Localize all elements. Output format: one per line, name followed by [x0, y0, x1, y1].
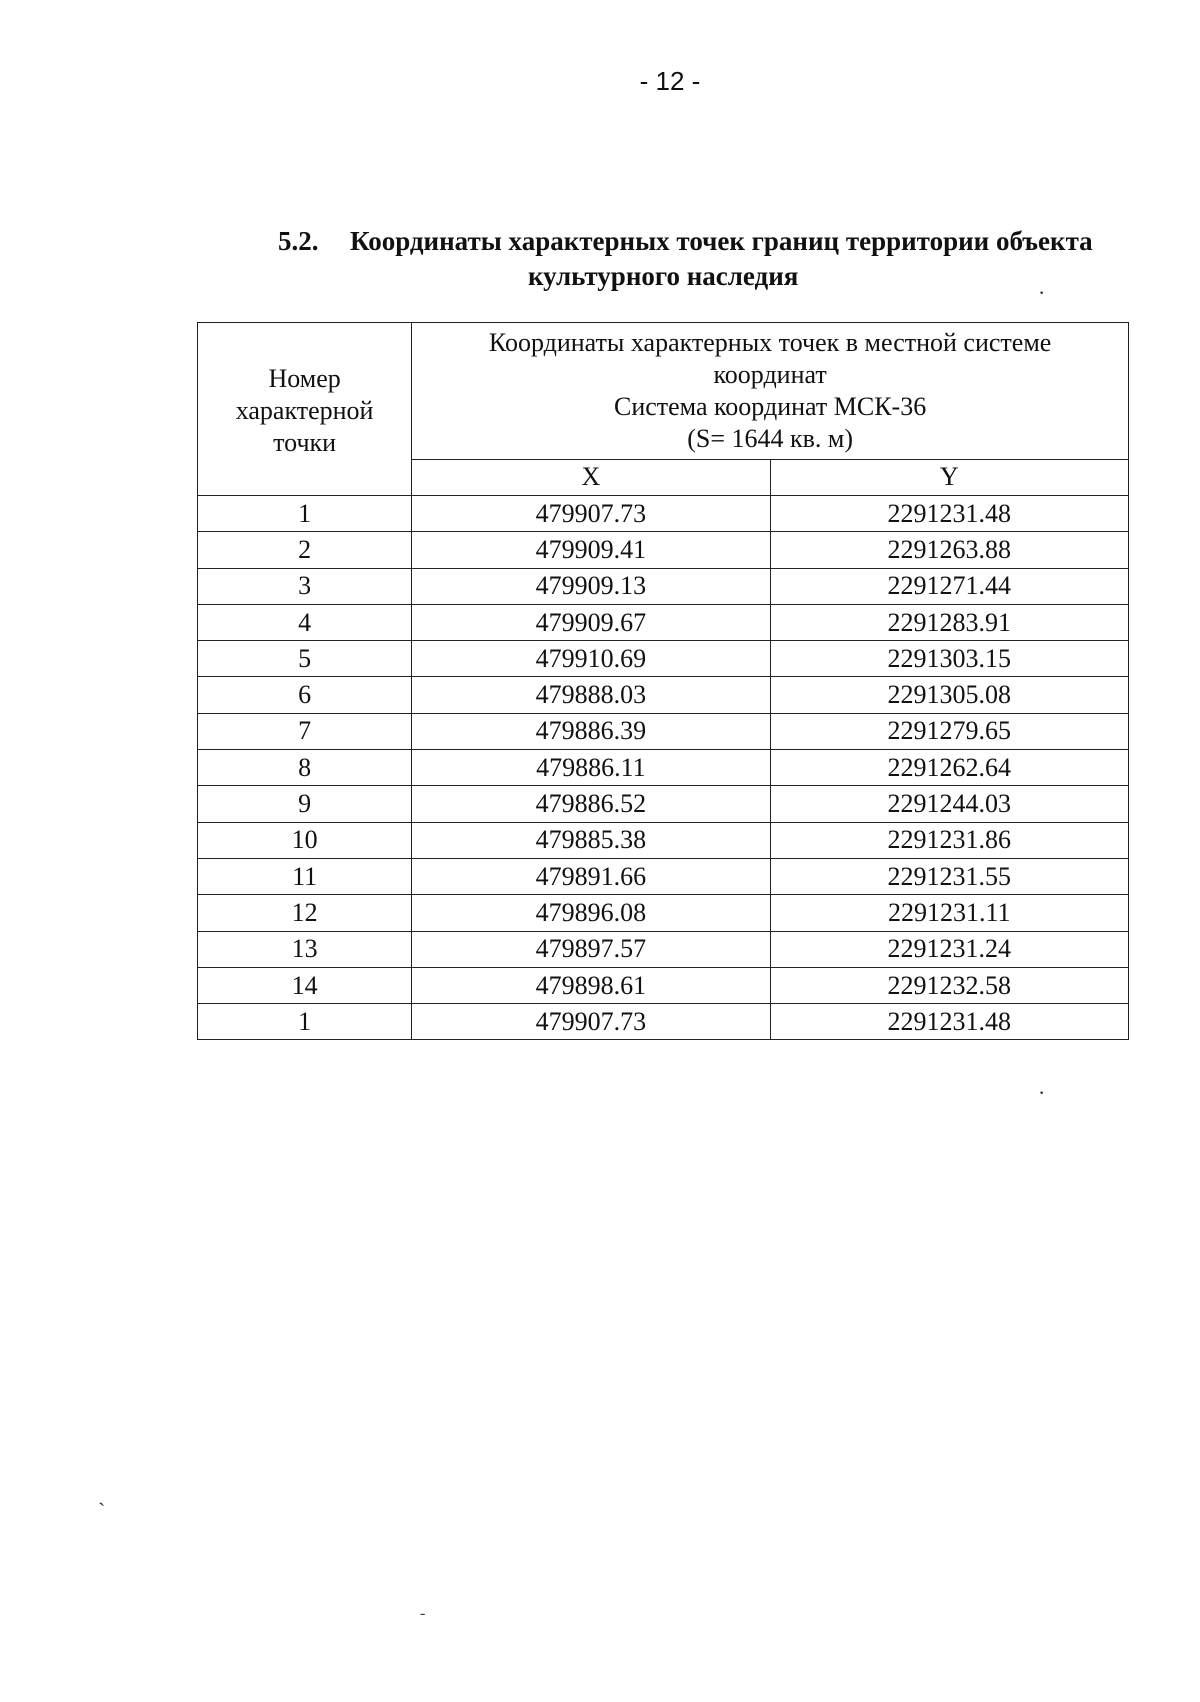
- section-heading: [278, 224, 1138, 294]
- y-coordinate-cell: 2291231.48: [770, 1004, 1128, 1040]
- x-coordinate-cell: 479885.38: [412, 822, 770, 858]
- scan-dot-mark: ·: [1038, 280, 1046, 305]
- scan-tick-mark: -: [420, 1605, 426, 1622]
- y-coordinate-cell: 2291263.88: [770, 532, 1128, 568]
- x-coordinate-cell: 479896.08: [412, 895, 770, 931]
- x-coordinate-cell: 479907.73: [412, 496, 770, 532]
- table-row: [198, 786, 1129, 822]
- page-number: - 12 -: [639, 66, 701, 96]
- point-number-header: [198, 323, 412, 496]
- point-number-header-line: Номер: [268, 364, 341, 393]
- section-title-line-2: культурного наследия: [528, 261, 799, 291]
- coordinate-system-header: [412, 323, 1129, 460]
- point-number-cell: 12: [198, 895, 412, 931]
- point-number-header-line: точки: [273, 428, 337, 457]
- x-coordinate-cell: 479886.39: [412, 713, 770, 749]
- x-coordinate-cell: 479909.41: [412, 532, 770, 568]
- table-row: [198, 858, 1129, 894]
- point-number-cell: 2: [198, 532, 412, 568]
- area-label: (S= 1644 кв. м): [687, 423, 854, 453]
- y-coordinate-cell: 2291231.55: [770, 858, 1128, 894]
- coordinates-table: [197, 322, 1129, 1040]
- table-row: [198, 822, 1129, 858]
- table-row: [198, 677, 1129, 713]
- x-coordinate-cell: 479898.61: [412, 967, 770, 1003]
- y-column-header: Y: [770, 459, 1128, 495]
- y-coordinate-cell: 2291231.86: [770, 822, 1128, 858]
- table-row: [198, 931, 1129, 967]
- y-coordinate-cell: 2291279.65: [770, 713, 1128, 749]
- x-coordinate-cell: 479888.03: [412, 677, 770, 713]
- point-number-cell: 14: [198, 967, 412, 1003]
- table-row: [198, 1004, 1129, 1040]
- y-coordinate-cell: 2291303.15: [770, 641, 1128, 677]
- coordinate-system-header-line: Система координат МСК-36: [613, 391, 927, 421]
- y-coordinate-cell: 2291231.48: [770, 496, 1128, 532]
- coordinate-system-header-line: Координаты характерных точек в местной системе: [488, 327, 1052, 357]
- x-coordinate-cell: 479897.57: [412, 931, 770, 967]
- y-coordinate-cell: 2291232.58: [770, 967, 1128, 1003]
- x-coordinate-cell: 479891.66: [412, 858, 770, 894]
- y-coordinate-cell: 2291262.64: [770, 750, 1128, 786]
- y-coordinate-cell: 2291244.03: [770, 786, 1128, 822]
- scan-dot-mark: ·: [1038, 1080, 1046, 1105]
- y-coordinate-cell: 2291305.08: [770, 677, 1128, 713]
- point-number-cell: 5: [198, 641, 412, 677]
- point-number-cell: 1: [198, 496, 412, 532]
- point-number-cell: 7: [198, 713, 412, 749]
- x-coordinate-cell: 479909.13: [412, 568, 770, 604]
- point-number-cell: 3: [198, 568, 412, 604]
- point-number-cell: 4: [198, 604, 412, 640]
- x-column-header: X: [412, 459, 770, 495]
- table-row: [198, 895, 1129, 931]
- point-number-cell: 8: [198, 750, 412, 786]
- table-row: [198, 641, 1129, 677]
- table-row: [198, 750, 1129, 786]
- table-row: [198, 604, 1129, 640]
- point-number-header-line: характерной: [235, 396, 374, 425]
- table-row: [198, 496, 1129, 532]
- scan-tick-mark: `: [98, 1498, 106, 1523]
- table-row: [198, 568, 1129, 604]
- x-coordinate-cell: 479886.52: [412, 786, 770, 822]
- y-coordinate-cell: 2291283.91: [770, 604, 1128, 640]
- y-coordinate-cell: 2291271.44: [770, 568, 1128, 604]
- table-row: [198, 967, 1129, 1003]
- point-number-cell: 10: [198, 822, 412, 858]
- y-coordinate-cell: 2291231.11: [770, 895, 1128, 931]
- point-number-cell: 9: [198, 786, 412, 822]
- section-title-line-1: Координаты характерных точек границ территории объекта: [350, 226, 1093, 256]
- point-number-cell: 1: [198, 1004, 412, 1040]
- x-coordinate-cell: 479909.67: [412, 604, 770, 640]
- coordinates-table-body: [198, 496, 1129, 1040]
- y-coordinate-cell: 2291231.24: [770, 931, 1128, 967]
- point-number-cell: 11: [198, 858, 412, 894]
- x-coordinate-cell: 479886.11: [412, 750, 770, 786]
- point-number-cell: 13: [198, 931, 412, 967]
- table-row: [198, 532, 1129, 568]
- coordinate-system-header-line: координат: [713, 359, 827, 389]
- section-number: 5.2.: [278, 226, 319, 256]
- x-coordinate-cell: 479907.73: [412, 1004, 770, 1040]
- point-number-cell: 6: [198, 677, 412, 713]
- x-coordinate-cell: 479910.69: [412, 641, 770, 677]
- table-row: [198, 713, 1129, 749]
